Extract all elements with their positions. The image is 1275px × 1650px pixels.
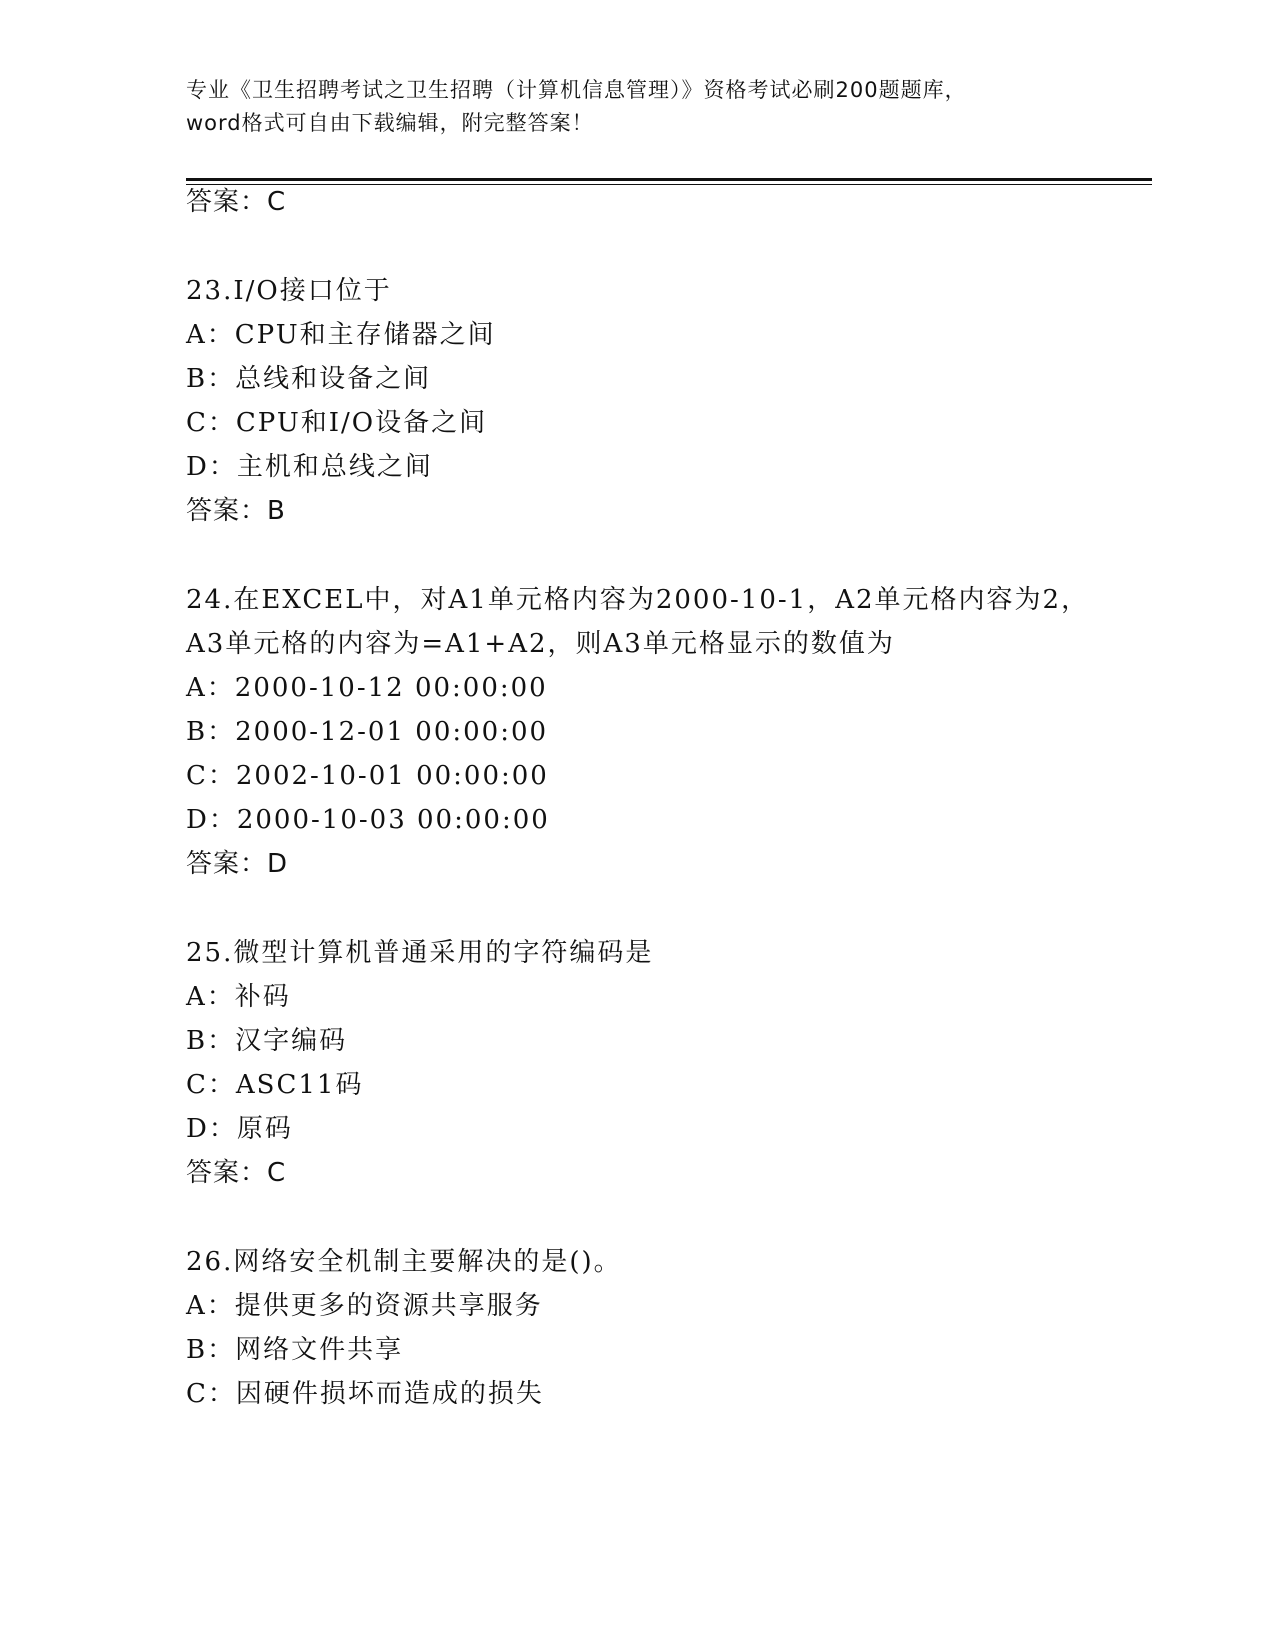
question-24-option-b: B：2000-12-01 00:00:00 xyxy=(186,717,549,747)
question-24-option-d: D：2000-10-03 00:00:00 xyxy=(186,805,550,835)
header-divider-thin xyxy=(186,184,1152,185)
question-23-option-d: D：主机和总线之间 xyxy=(186,452,433,482)
question-24-option-a: A：2000-10-12 00:00:00 xyxy=(186,673,548,703)
question-23-stem: 23.I/O接口位于 xyxy=(186,276,392,306)
header-divider-thick xyxy=(186,178,1152,181)
question-25-option-a: A：补码 xyxy=(186,982,291,1012)
question-24-stem-line-2: A3单元格的内容为=A1+A2，则A3单元格显示的数值为 xyxy=(186,629,895,659)
question-25-stem: 25.微型计算机普通采用的字符编码是 xyxy=(186,938,654,968)
question-25-option-d: D：原码 xyxy=(186,1114,293,1144)
document-header xyxy=(186,74,1106,140)
question-25-option-c: C：ASC11码 xyxy=(186,1070,364,1100)
question-23-option-b: B：总线和设备之间 xyxy=(186,364,432,394)
question-25-option-b: B：汉字编码 xyxy=(186,1026,348,1056)
question-26-option-c: C：因硬件损坏而造成的损失 xyxy=(186,1379,544,1409)
question-23-option-c: C：CPU和I/O设备之间 xyxy=(186,408,488,438)
question-23-answer: 答案：B xyxy=(186,496,286,526)
question-26-option-b: B：网络文件共享 xyxy=(186,1335,404,1365)
header-line-2: word格式可自由下载编辑，附完整答案！ xyxy=(186,111,594,135)
question-23-option-a: A：CPU和主存储器之间 xyxy=(186,320,496,350)
question-24-stem-line-1: 24.在EXCEL中，对A1单元格内容为2000-10-1，A2单元格内容为2， xyxy=(186,585,1090,615)
question-26-stem: 26.网络安全机制主要解决的是()。 xyxy=(186,1247,622,1277)
question-25-answer: 答案：C xyxy=(186,1158,287,1188)
answer-previous: 答案：C xyxy=(186,187,287,217)
question-26-option-a: A：提供更多的资源共享服务 xyxy=(186,1291,543,1321)
question-24-answer: 答案：D xyxy=(186,849,289,879)
question-24-option-c: C：2002-10-01 00:00:00 xyxy=(186,761,549,791)
header-line-1: 专业《卫生招聘考试之卫生招聘（计算机信息管理）》资格考试必刷200题题库， xyxy=(186,78,967,102)
